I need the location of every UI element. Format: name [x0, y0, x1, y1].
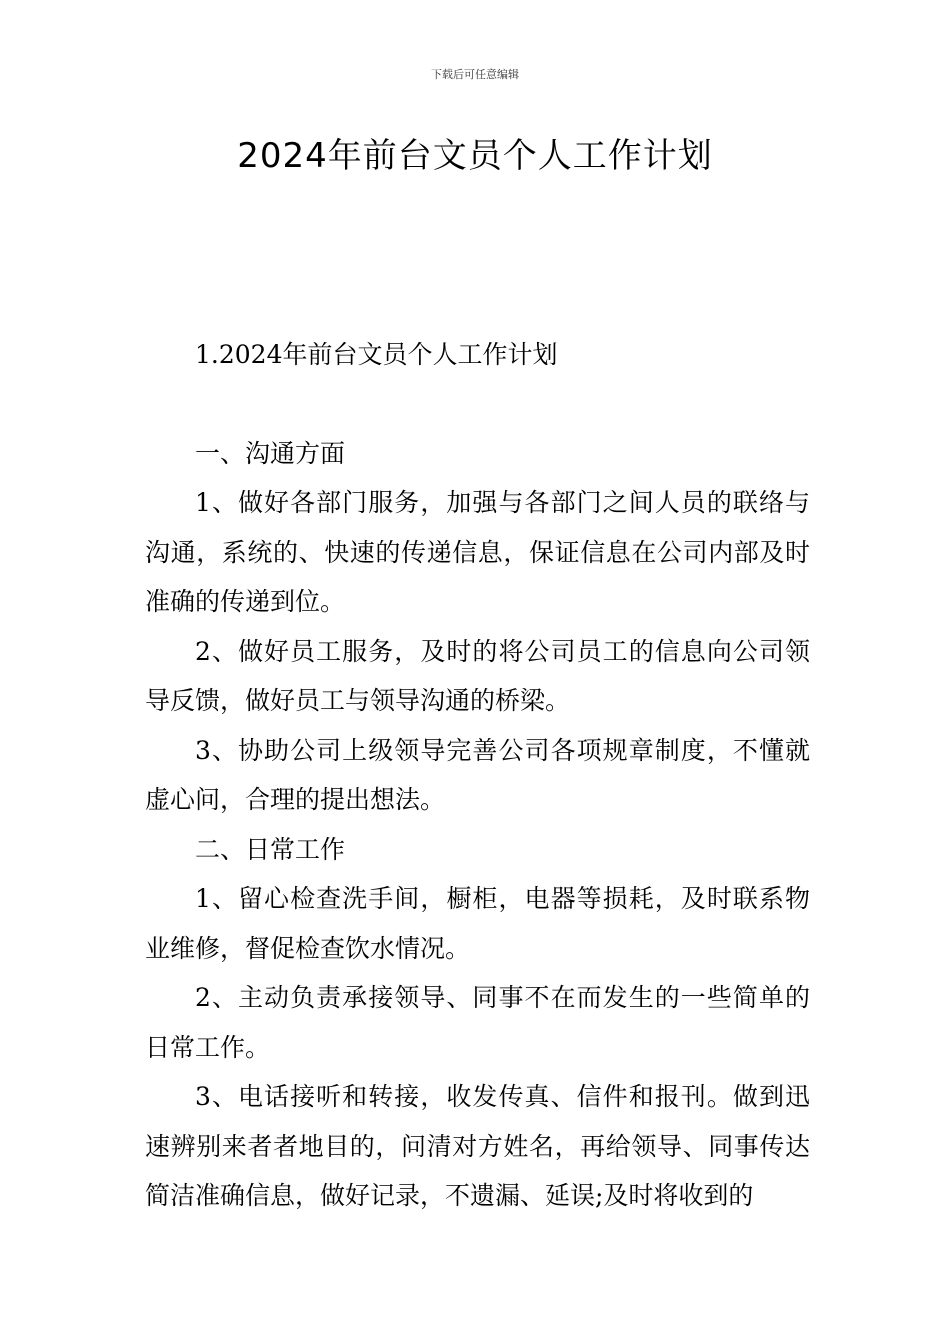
- paragraph: 1、做好各部门服务，加强与各部门之间人员的联络与沟通，系统的、快速的传递信息，保证信息在公司内部及时准确的传递到位。: [145, 488, 810, 616]
- header-note: 下载后可任意编辑: [431, 68, 519, 81]
- paragraph: 3、协助公司上级领导完善公司各项规章制度，不懂就虚心问，合理的提出想法。: [145, 735, 810, 814]
- document-body: [145, 330, 810, 1221]
- paragraph: 3、电话接听和转接，收发传真、信件和报刊。做到迅速辨别来者者地目的，问清对方姓名，再给领导、同事传达简洁准确信息，做好记录，不遗漏、延误;及时将收到的: [145, 1082, 810, 1210]
- section-heading-communication: 一、沟通方面: [195, 438, 346, 468]
- paragraph: 1、留心检查洗手间，橱柜，电器等损耗，及时联系物业维修，督促检查饮水情况。: [145, 884, 810, 963]
- paragraph: 2、做好员工服务，及时的将公司员工的信息向公司领导反馈，做好员工与领导沟通的桥梁。: [145, 636, 810, 715]
- section-heading-daily-work: 二、日常工作: [195, 834, 346, 864]
- document-title: 2024年前台文员个人工作计划: [237, 136, 713, 176]
- section-subtitle: 1.2024年前台文员个人工作计划: [195, 340, 558, 369]
- paragraph: 2、主动负责承接领导、同事不在而发生的一些简单的日常工作。: [145, 983, 810, 1062]
